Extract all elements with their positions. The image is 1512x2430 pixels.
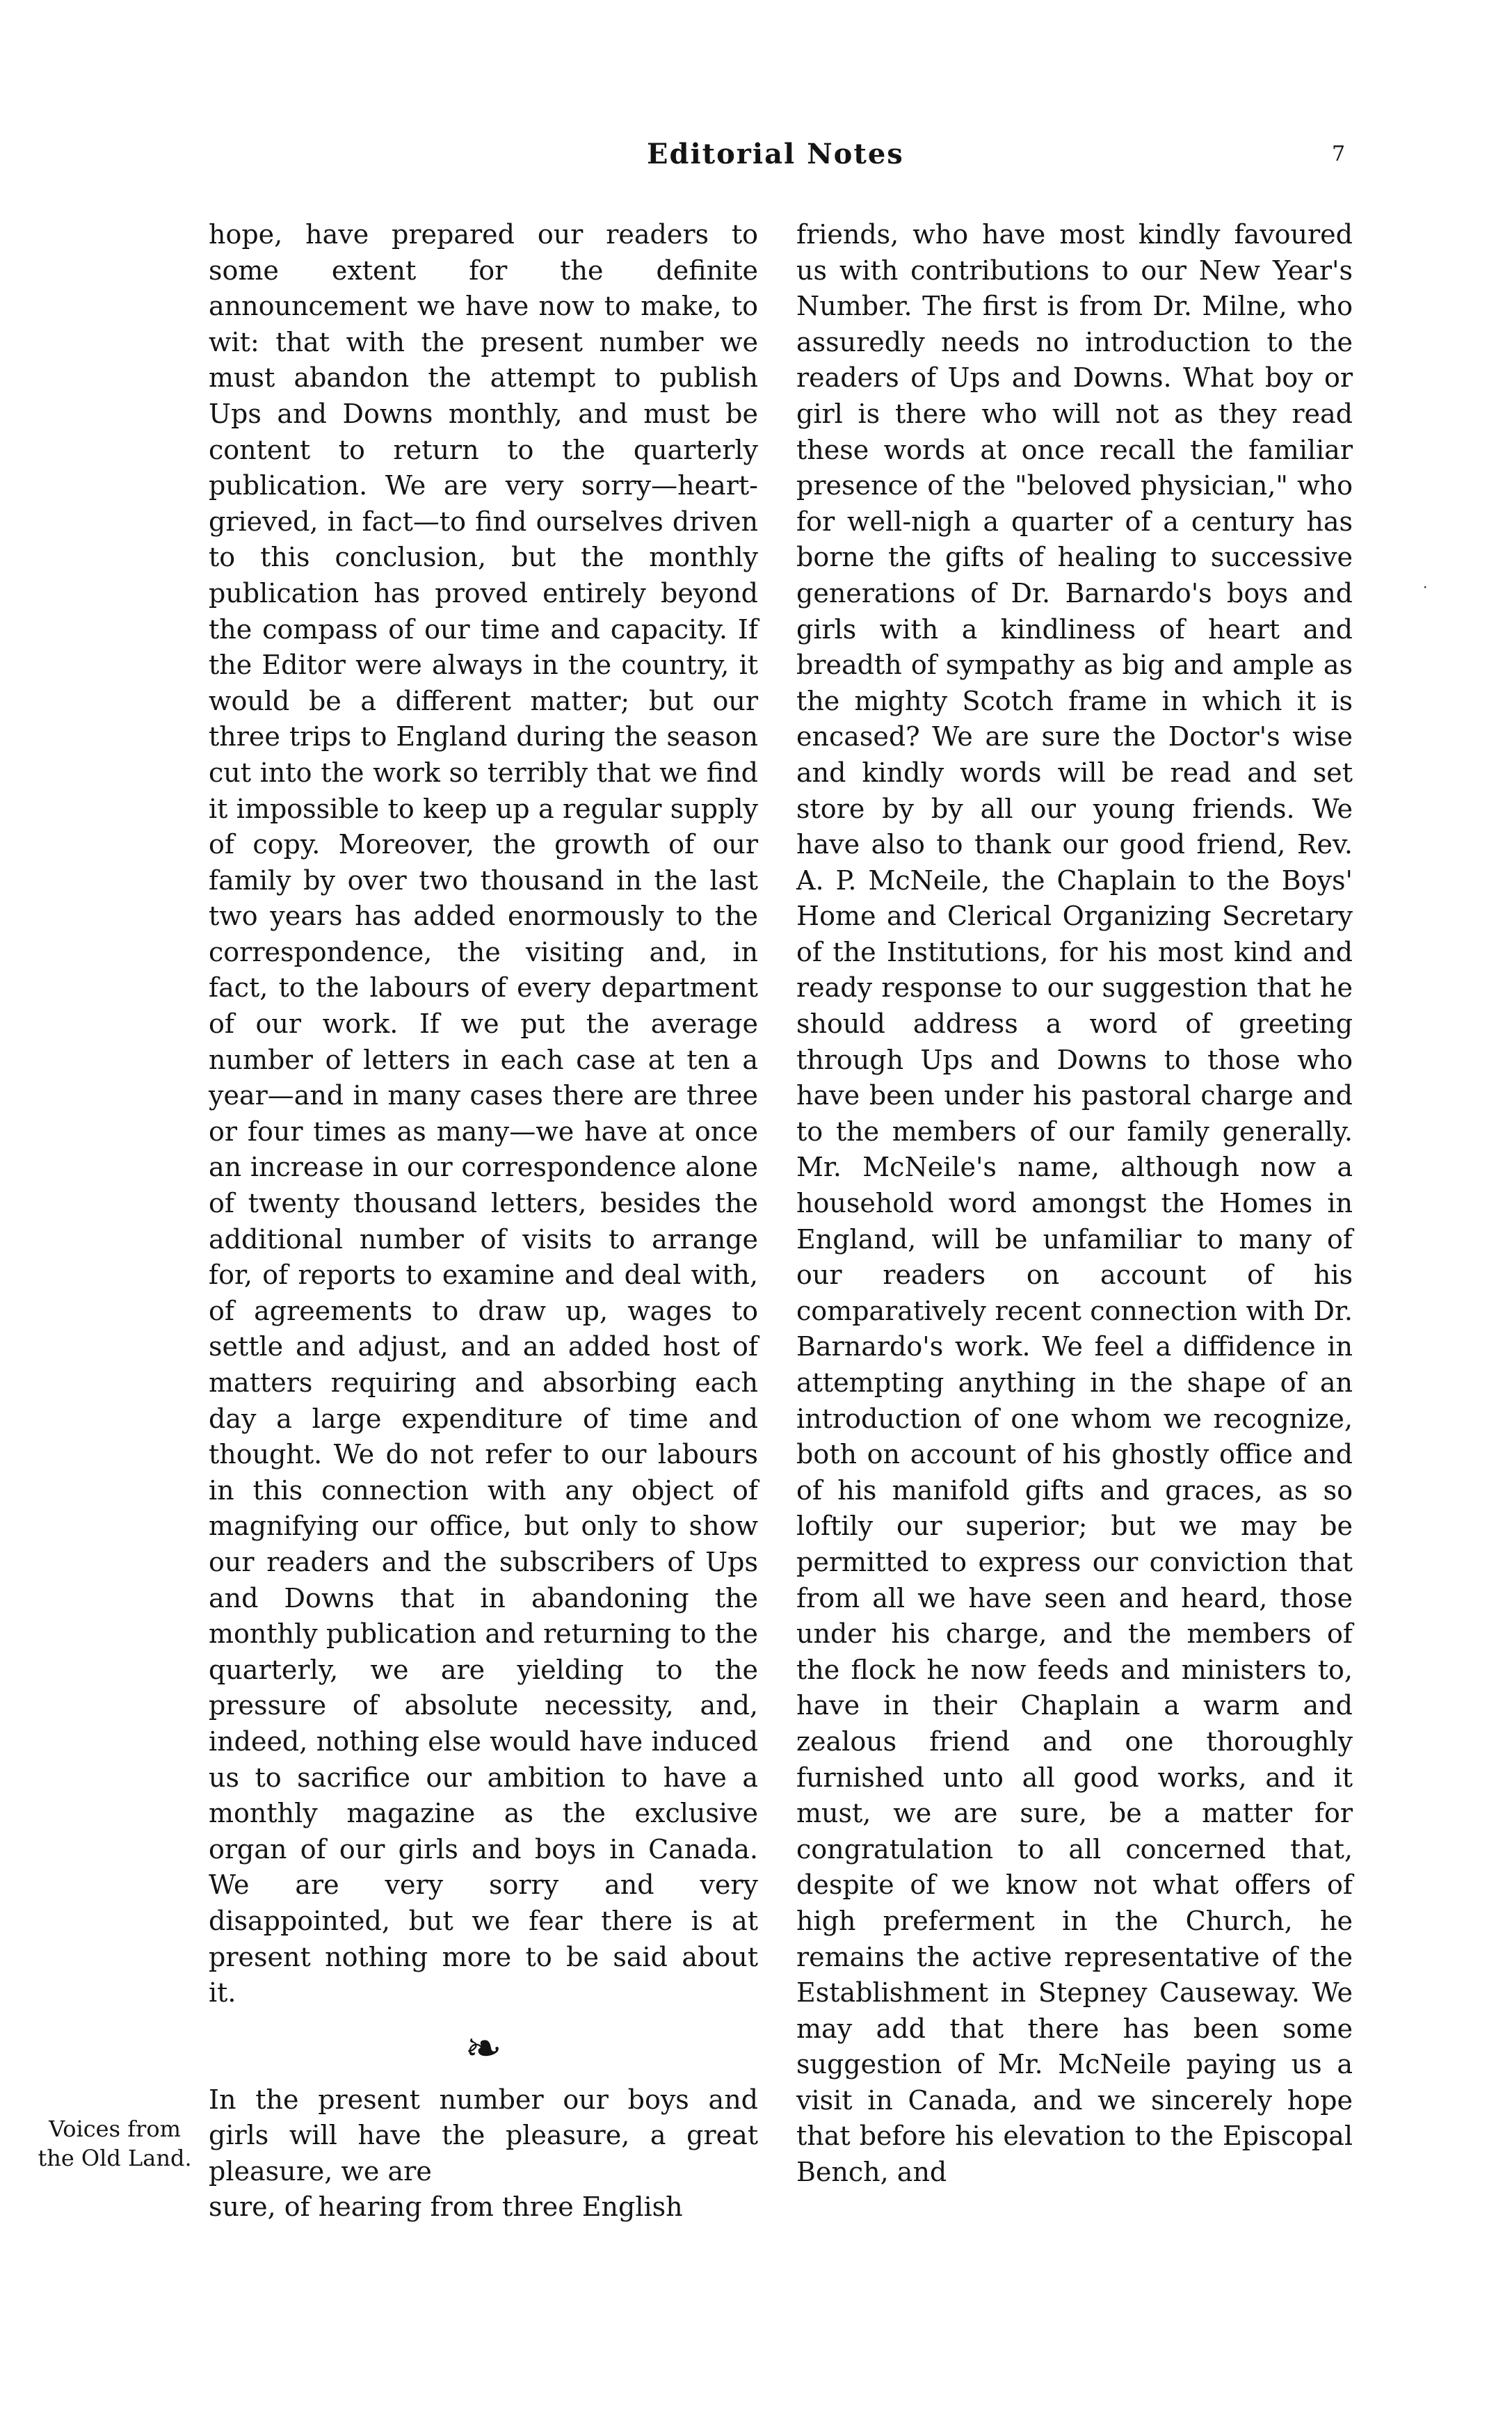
right-column <box>796 217 1353 2191</box>
running-head: Editorial Notes <box>647 138 904 170</box>
page-header <box>0 138 1512 179</box>
section-opening-text: In the present number our boys and girls will have the pleasure, a great pleasure, we are <box>209 2084 758 2187</box>
contributors-paragraph: friends, who have most kindly favoured us with contributions to our New Year's Number. The first is from Dr. Milne, who assuredly needs no introduction to the readers of Ups and Downs. What boy or girl is there who will not as they read these words at once recall the familiar presence of the "beloved physician," who for well-nigh a quarter of a century has borne the gifts of healing to successive generations of Dr. Barnardo's boys and girls with a kindliness of heart and breadth of sympathy as big and ample as the mighty Scotch frame in which it is encased? We are sure the Doctor's wise and kindly words will be read and set store by by all our young friends. We have also to thank our good friend, Rev. A. P. McNeile, the Chaplain to the Boys' Home and Clerical Organizing Secretary of the Institutions, for his most kind and ready response to our suggestion that he should address a word of greeting through Ups and Downs to those who have been under his pastoral charge and to the members of our family generally. Mr. McNeile's name, although now a household word amongst the Homes in England, will be unfamiliar to many of our readers on account of his comparatively recent connection with Dr. Barnardo's work. We feel a diffidence in attempting anything in the shape of an introduction of one whom we recognize, both on account of his ghostly office and of his manifold gifts and graces, as so loftily our superior; but we may be permitted to express our conviction that from all we have seen and heard, those under his charge, and the members of the flock he now feeds and ministers to, have in their Chaplain a warm and zealous friend and one thoroughly furnished unto all good works, and it must, we are sure, be a matter for congratulation to all concerned that, despite of we know not what offers of high preferment in the Church, he remains the active representative of the Establishment in Stepney Causeway. We may add that there has been some suggestion of Mr. McNeile paying us a visit in Canada, and we sincerely hope that before his elevation to the Episcopal Bench, and <box>796 219 1353 2188</box>
section-tail-text: sure, of hearing from three English <box>209 2191 683 2223</box>
left-column <box>38 217 758 2226</box>
side-label: Voices from the Old Land. <box>38 2115 192 2171</box>
section-ornament: ❧ <box>465 2022 502 2075</box>
voices-section <box>38 2082 758 2226</box>
announcement-paragraph: hope, have prepared our readers to some extent for the definite announcement we have now to make, to wit: that with the present number we must abandon the attempt to publish Ups and Downs monthly, and must be content to return to the quarterly publication. We are very sorry—heart-grieved, in fact—to find ourselves driven to this conclusion, but the monthly publication has proved entirely beyond the compass of our time and capacity. If the Editor were always in the country, it would be a different matter; but our three trips to England during the season cut into the work so terribly that we find it impossible to keep up a regular supply of copy. Moreover, the growth of our family by over two thousand in the last two years has added enormously to the correspondence, the visiting and, in fact, to the labours of every department of our work. If we put the average number of letters in each case at ten a year—and in many cases there are three or four times as many—we have at once an increase in our correspondence alone of twenty thousand letters, besides the additional number of visits to arrange for, of reports to examine and deal with, of agreements to draw up, wages to settle and adjust, and an added host of matters requiring and absorbing each day a large expenditure of time and thought. We do not refer to our labours in this connection with any object of magnifying our office, but only to show our readers and the subscribers of Ups and Downs that in abandoning the monthly publication and returning to the quarterly, we are yielding to the pressure of absolute necessity, and, indeed, nothing else would have induced us to sacrifice our ambition to have a monthly magazine as the exclusive organ of our girls and boys in Canada. We are very sorry and very disappointed, but we fear there is at present nothing more to be said about it. <box>209 219 758 2009</box>
page-number: 7 <box>1332 142 1346 166</box>
stray-mark: · <box>1423 579 1428 595</box>
